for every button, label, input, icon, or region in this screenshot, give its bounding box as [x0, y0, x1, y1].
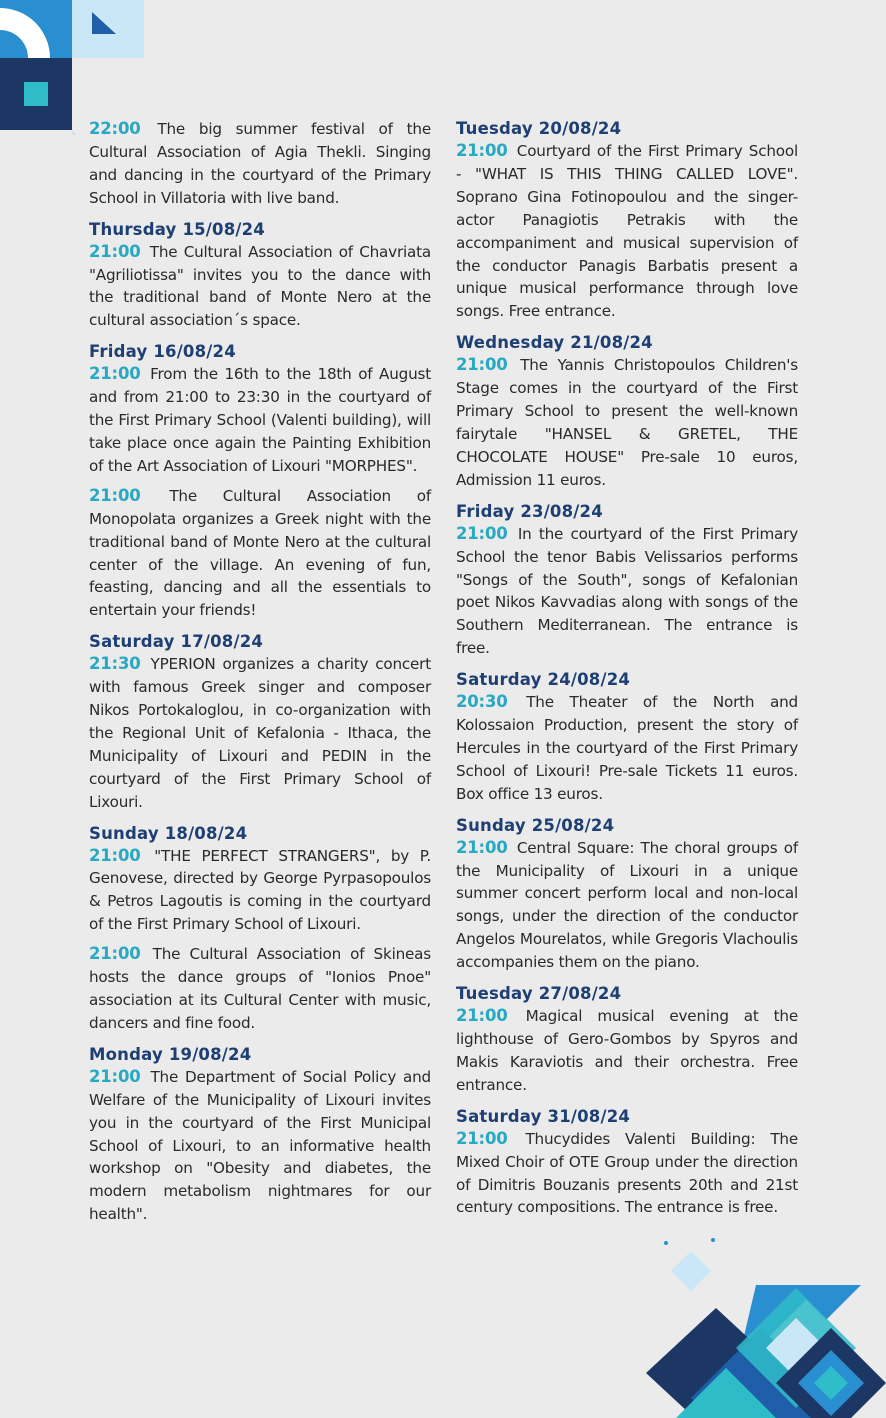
event-text: The Cultural Association of Chavriata "Agriliotissa" invites you to the dance with the traditional band of Monte Nero at the cultural association´s space.: [89, 242, 431, 330]
event-text: The big summer festival of the Cultural Association of Agia Thekli. Singing and dancing in the courtyard of the Primary School in Villatoria with live band.: [89, 120, 431, 207]
event-entry: [89, 943, 431, 1035]
event-time: 21:00: [456, 355, 508, 375]
event-time: 20:30: [456, 692, 508, 712]
event-entry: [456, 1128, 798, 1220]
day-heading: Saturday 17/08/24: [89, 632, 264, 652]
day-heading: Tuesday 20/08/24: [456, 119, 622, 138]
event-text: Magical musical evening at the lighthouse of Gero-Gombos by Spyros and Makis Karaviotis and their orchestra. Free entrance.: [456, 1007, 798, 1094]
event-entry: [456, 354, 798, 491]
event-text: The Theater of the North and Kolossaion Production, present the story of Hercules in the courtyard of the First Primary School of Lixouri! Pre-sale Tickets 11 euros. Box office 13 euros.: [456, 693, 798, 803]
event-text: The Department of Social Policy and Welfare of the Municipality of Lixouri invites you in the courtyard of the First Municipal School of Lixouri, to an informative health workshop on "Obesity and diabetes, the modern metabolism nightmares for our health".: [89, 1067, 431, 1224]
event-time: 21:00: [89, 944, 141, 964]
event-entry: [456, 1005, 798, 1097]
event-time: 21:00: [89, 364, 141, 384]
day-heading: Wednesday 21/08/24: [456, 333, 653, 353]
event-entry: [89, 653, 431, 813]
event-time: 21:00: [456, 523, 508, 543]
event-text: From the 16th to the 18th of August and from 21:00 to 23:30 in the courtyard of the First Primary School (Valenti building), will take place once again the Painting Exhibition of the Art Association of Lixouri "MORPHES".: [89, 365, 431, 475]
event-time: 21:00: [89, 845, 141, 865]
event-entry: [456, 837, 798, 974]
event-entry: [89, 485, 431, 622]
event-entry: [456, 691, 798, 806]
left-column: [89, 118, 431, 1233]
event-time: 21:30: [89, 654, 141, 674]
event-text: Thucydides Valenti Building: The Mixed Choir of OTE Group under the direction of Dimitris Bouzanis presents 20th and 21st century compositions. The entrance is free.: [456, 1129, 798, 1217]
event-time: 21:00: [456, 141, 508, 160]
event-text: Central Square: The choral groups of the Municipality of Lixouri in a unique summer concert perform local and non-local songs, under the direction of the conductor Angelos Mourelatos, while Gregoris Vlachoulis accompanies them on the piano.: [456, 838, 798, 972]
day-heading: Thursday 15/08/24: [89, 219, 265, 239]
event-time: 21:00: [456, 1006, 508, 1026]
event-text: "THE PERFECT STRANGERS", by P. Genovese, directed by George Pyrpasopoulos & Petros Lagoutis is coming in the courtyard of the First Primary School of Lixouri.: [89, 846, 431, 934]
right-column: [456, 118, 798, 1226]
event-time: 21:00: [89, 1066, 141, 1086]
day-heading: Sunday 25/08/24: [456, 815, 615, 835]
event-entry: [456, 523, 798, 660]
event-entry: [89, 363, 431, 478]
day-heading: Friday 23/08/24: [456, 501, 603, 521]
day-heading: Saturday 31/08/24: [456, 1106, 631, 1126]
top-left-decoration: [0, 0, 150, 135]
event-entry: [89, 118, 431, 210]
day-heading: Tuesday 27/08/24: [456, 984, 622, 1004]
day-heading: Monday 19/08/24: [89, 1044, 252, 1064]
event-text: In the courtyard of the First Primary School the tenor Babis Velissarios performs "Songs of the South", songs of Kefalonian poet Nikos Kavvadias along with songs of the Southern Mediterranean. The entrance is free.: [456, 524, 798, 658]
event-entry: [89, 845, 431, 937]
bottom-right-decoration: [576, 1228, 886, 1418]
event-entry: [456, 140, 798, 323]
event-text: The Yannis Christopoulos Children's Stage comes in the courtyard of the First Primary School to present the well-known fairytale "HANSEL & GRETEL, THE CHOCOLATE HOUSE" Pre-sale 10 euros, Admission 11 euros.: [456, 356, 798, 489]
day-heading: Sunday 18/08/24: [89, 823, 248, 843]
event-time: 21:00: [89, 241, 141, 261]
event-time: 22:00: [89, 119, 141, 138]
event-text: YPERION organizes a charity concert with famous Greek singer and composer Nikos Portokaloglou, in co-organization with the Regional Unit of Kefalonia - Ithaca, the Municipality of Lixouri and PEDIN in the courtyard of the First Primary School of Lixouri.: [89, 655, 431, 811]
event-text: The Cultural Association of Monopolata organizes a Greek night with the traditional band of Monte Nero at the cultural center of the village. An evening of fun, feasting, dancing and all the essentials to entertain your friends!: [89, 486, 431, 620]
day-heading: Friday 16/08/24: [89, 342, 236, 362]
event-time: 21:00: [456, 1128, 508, 1148]
event-text: The Cultural Association of Skineas hosts the dance groups of "Ionios Pnoe" association at its Cultural Center with music, dancers and fine food.: [89, 945, 431, 1032]
event-entry: [89, 1066, 431, 1226]
day-heading: Saturday 24/08/24: [456, 670, 631, 690]
event-entry: [89, 241, 431, 333]
event-time: 21:00: [89, 485, 141, 505]
event-time: 21:00: [456, 837, 508, 857]
event-text: Courtyard of the First Primary School - "WHAT IS THIS THING CALLED LOVE". Soprano Gina Fotinopoulou and the singer-actor Panagiotis Petrakis with the accompaniment and musical supervision of the conductor Panagis Barbatis present a unique musical performance through love songs. Free entrance.: [456, 142, 798, 321]
